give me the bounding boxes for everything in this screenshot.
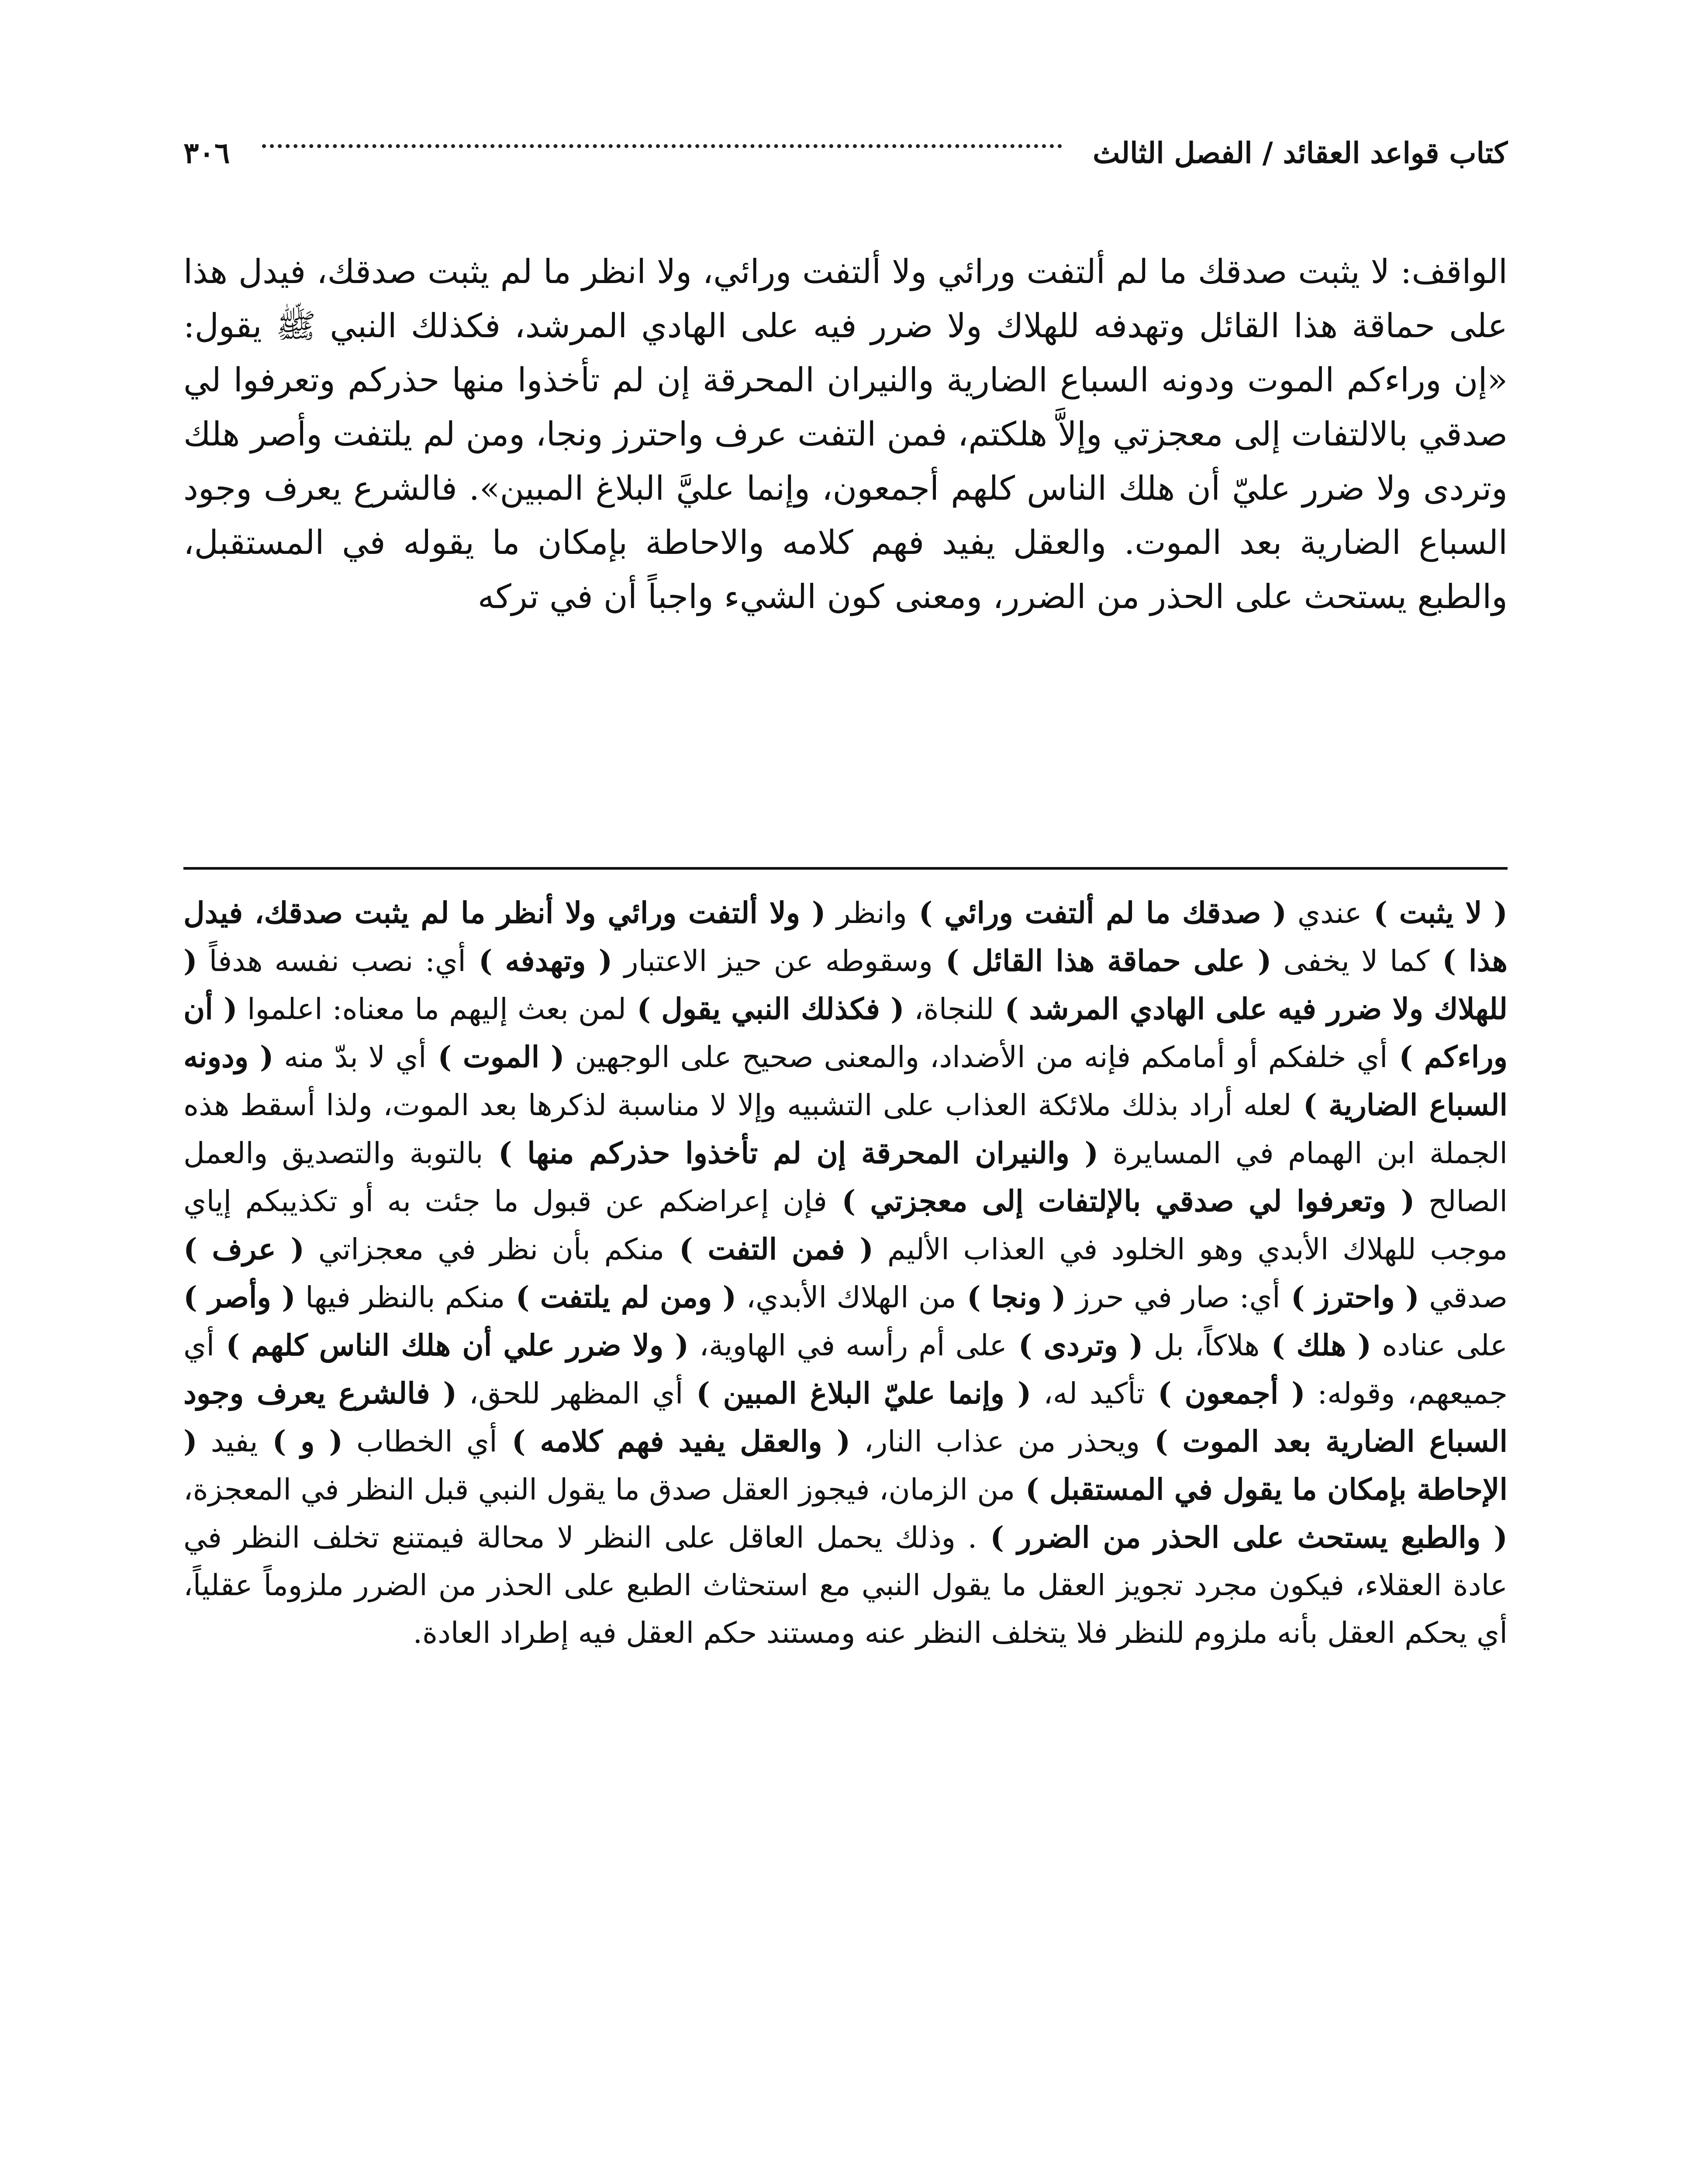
commentary-quoted-phrase: ( على حماقة هذا القائل )	[932, 943, 1272, 978]
commentary-quoted-phrase: ( فكذلك النبي يقول )	[626, 992, 904, 1026]
commentary-text: هلاكاً، بل	[1143, 1328, 1260, 1362]
commentary-text: أي جميعهم، وقوله:	[183, 1328, 1508, 1410]
commentary-quoted-phrase: ( وتردى )	[1007, 1328, 1143, 1362]
commentary-quoted-phrase: ( أجمعون )	[1145, 1376, 1305, 1410]
commentary-text: أي خلفكم أو أمامكم فإنه من الأضداد، والمعنى صحيح على الوجهين	[564, 1040, 1388, 1074]
commentary-paragraph	[183, 889, 1508, 1657]
commentary-quoted-phrase: ( عرف )	[183, 1232, 305, 1266]
commentary-text: منكم بأن نظر في معجزاتي	[304, 1232, 665, 1266]
commentary-text: يفيد	[197, 1424, 258, 1458]
commentary-text: للنجاة،	[904, 992, 994, 1026]
main-paragraph: الواقف: لا يثبت صدقك ما لم ألتفت ورائي ولا ألتفت ورائي، ولا انظر ما لم يثبت صدقك، فيدل هذا على حماقة هذا القائل وتهدفه للهلاك ولا ضرر فيه على الهادي المرشد، فكذلك النبي ﷺ يقول: «إن وراءكم الموت ودونه السباع الضارية والنيران المحرقة إن لم تأخذوا منها حذركم وتعرفوا لي صدقي بالالتفات إلى معجزتي وإلاَّ هلكتم، فمن التفت عرف واحترز ونجا، ومن لم يلتفت وأصر هلك وتردى ولا ضرر عليّ أن هلك الناس كلهم أجمعون، وإنما عليَّ البلاغ المبين». فالشرع يعرف وجود السباع الضارية بعد الموت. والعقل يفيد فهم كلامه والاحاطة بإمكان ما يقوله في المستقبل، والطبع يستحث على الحذر من الضرر، ومعنى كون الشيء واجباً أن في تركه	[183, 252, 1508, 616]
commentary-quoted-phrase: ( صدقك ما لم ألتفت ورائي )	[907, 895, 1287, 930]
commentary-text: أي: نصب نفسه هدفاً	[197, 944, 466, 978]
commentary-text: لعله أراد بذلك ملائكة العذاب على التشبيه وإلا لا مناسبة لذكرها بعد الموت، ولذا أسقط هذه الجملة ابن الهمام في المسايرة	[183, 1088, 1508, 1170]
commentary-quoted-phrase: ( واحترز )	[1280, 1280, 1419, 1314]
commentary-quoted-phrase: ( أن وراءكم )	[183, 992, 1508, 1074]
commentary-text: تأكيد له،	[1031, 1376, 1145, 1410]
commentary-text: أي: صار في حرز	[1066, 1280, 1280, 1314]
commentary-quoted-phrase: ( الإحاطة بإمكان ما يقول في المستقبل )	[183, 1424, 1508, 1507]
commentary-text: أي المظهر للحق،	[457, 1376, 683, 1410]
commentary-text: عندي	[1287, 896, 1362, 930]
commentary-quoted-phrase: ( ودونه السباع الضارية )	[183, 1040, 1508, 1122]
commentary-text: بالتوبة والتصديق والعمل الصالح	[183, 1136, 1508, 1218]
commentary-text: وسقوطه عن حيز الاعتبار	[612, 944, 933, 978]
commentary-quoted-phrase: ( ومن لم يلتفت )	[505, 1280, 737, 1314]
commentary-quoted-phrase: ( وتعرفوا لي صدقي بالإلتفات إلى معجزتي )	[827, 1184, 1415, 1218]
commentary-text: وانظر	[825, 896, 907, 930]
commentary-quoted-phrase: ( وأصر )	[183, 1280, 296, 1314]
commentary-text: ويحذر من عذاب النار،	[850, 1424, 1140, 1458]
commentary-quoted-phrase: ( والعقل يفيد فهم كلامه )	[497, 1424, 851, 1458]
commentary-quoted-phrase: ( للهلاك ولا ضرر فيه على الهادي المرشد )	[183, 943, 1508, 1026]
commentary-quoted-phrase: ( وإنما عليّ البلاغ المبين )	[683, 1376, 1032, 1410]
commentary-text: من الهلاك الأبدي،	[736, 1280, 956, 1314]
commentary-text: أي الخطاب	[343, 1424, 497, 1458]
commentary-text: منكم بالنظر فيها	[295, 1280, 505, 1314]
commentary-quoted-phrase: ( والطبع يستحث على الحذر من الضرر )	[977, 1520, 1508, 1555]
commentary-quoted-phrase: ( فمن التفت )	[664, 1232, 874, 1266]
commentary-text: فإن إعراضكم عن قبول ما جئت به أو تكذيبكم إياي موجب للهلاك الأبدي وهو الخلود في العذاب الأليم	[183, 1184, 1508, 1266]
running-header	[183, 131, 1508, 183]
commentary-text: . وذلك يحمل العاقل على النظر لا محالة فيمتنع تخلف النظر في عادة العقلاء، فيكون مجرد تجويز العقل ما يقول النبي مع استحثاث الطبع على الحذر من الضرر ملزوماً عقلياً، أي يحكم العقل بأنه ملزوم للنظر فلا يتخلف النظر عنه ومستند حكم العقل فيه إطراد العادة.	[183, 1521, 1508, 1650]
page-number: ٣٠٦	[183, 136, 230, 170]
commentary-text: أي لا بدّ منه	[273, 1040, 427, 1074]
commentary-block	[183, 889, 1508, 1657]
commentary-text: كما لا يخفى	[1271, 944, 1430, 978]
commentary-quoted-phrase: ( الموت )	[426, 1040, 565, 1074]
commentary-quoted-phrase: ( ولا ضرر علي أن هلك الناس كلهم )	[214, 1328, 689, 1362]
commentary-quoted-phrase: ( هلك )	[1260, 1328, 1372, 1362]
main-text-block	[183, 245, 1508, 624]
commentary-quoted-phrase: ( وتهدفه )	[466, 943, 613, 978]
commentary-text: صدقي	[1419, 1280, 1508, 1314]
commentary-text: على عناده	[1371, 1328, 1508, 1362]
header-leader-dots	[262, 144, 1062, 148]
commentary-quoted-phrase: ( ونجا )	[956, 1280, 1066, 1314]
commentary-quoted-phrase: ( لا يثبت )	[1362, 895, 1508, 930]
header-title: كتاب قواعد العقائد / الفصل الثالث	[1093, 136, 1508, 170]
commentary-quoted-phrase: ( والنيران المحرقة إن لم تأخذوا حذركم منها )	[483, 1136, 1099, 1170]
commentary-quoted-phrase: ( فالشرع يعرف وجود السباع الضارية بعد الموت )	[183, 1376, 1508, 1458]
commentary-quoted-phrase: ( ولا ألتفت ورائي ولا أنظر ما لم يثبت صدقك، فيدل هذا )	[183, 895, 1508, 978]
commentary-text: لمن بعث إليهم ما معناه: اعلموا	[237, 992, 627, 1026]
commentary-text: من الزمان، فيجوز العقل صدق ما يقول النبي قبل النظر في المعجزة،	[183, 1472, 1015, 1507]
commentary-quoted-phrase: ( و )	[258, 1424, 343, 1458]
footnote-divider	[183, 867, 1508, 870]
commentary-text: على أم رأسه في الهاوية،	[689, 1328, 1007, 1362]
